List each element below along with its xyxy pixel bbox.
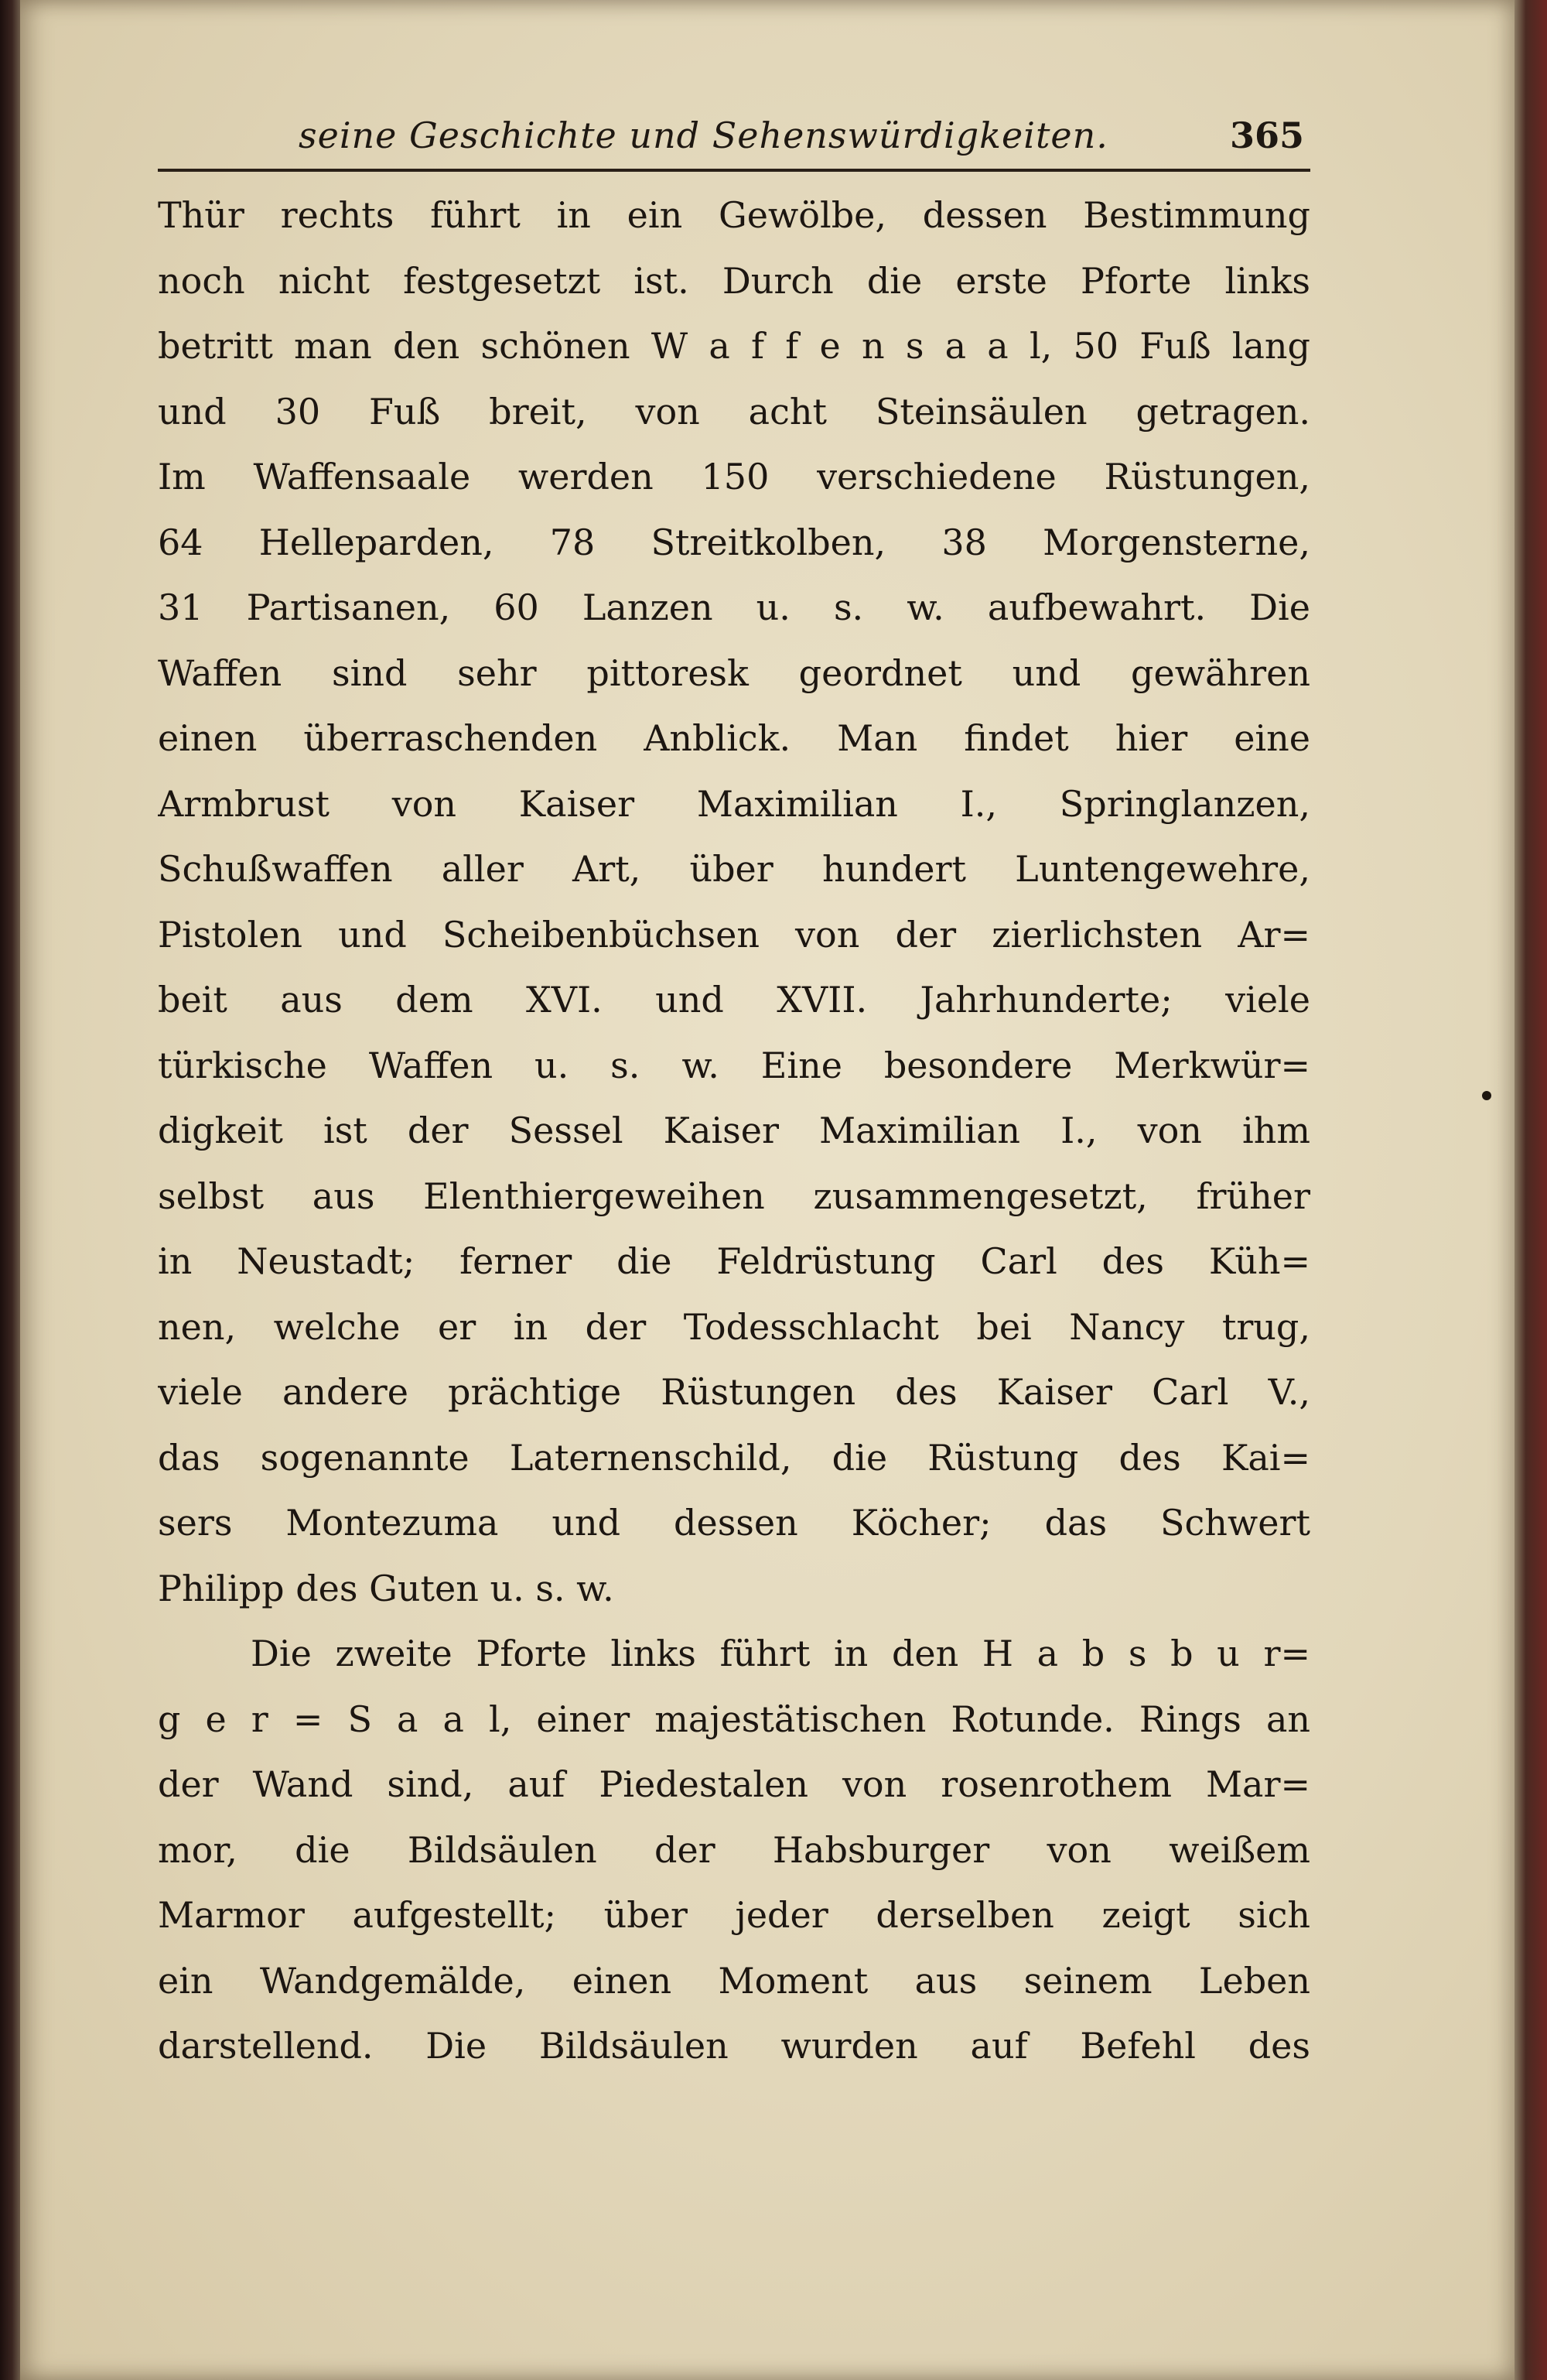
text-line: betritt man den schönen W a f f e n s a a l, 50 Fuß lang (158, 325, 1310, 367)
text-line: g e r = S a a l, einer majestätischen Rotunde. Rings an (158, 1698, 1310, 1740)
text-line: Die zweite Pforte links führt in den H a b s b u r= (251, 1633, 1310, 1674)
running-title: seine Geschichte und Sehenswürdigkeiten. (299, 115, 1108, 156)
text-line: noch nicht festgesetzt ist. Durch die erste Pforte links (158, 259, 1310, 302)
header-rule (158, 169, 1310, 172)
text-line: Schußwaffen aller Art, über hundert Luntengewehre, (158, 848, 1310, 890)
text-line: 64 Helleparden, 78 Streitkolben, 38 Morgensterne, (158, 521, 1310, 563)
text-line: nen, welche er in der Todesschlacht bei Nancy trug, (158, 1305, 1310, 1348)
text-line: mor, die Bildsäulen der Habsburger von weißem (158, 1828, 1310, 1871)
text-line: Waffen sind sehr pittoresk geordnet und gewähren (158, 651, 1310, 694)
body-text (158, 183, 1310, 2079)
text-line: sers Montezuma und dessen Köcher; das Schwert (158, 1502, 1310, 1544)
text-line: das sogenannte Laternenschild, die Rüstung des Kai= (158, 1436, 1310, 1479)
text-line: einen überraschenden Anblick. Man findet hier eine (158, 717, 1310, 759)
text-line: und 30 Fuß breit, von acht Steinsäulen getragen. (158, 390, 1310, 433)
text-line: ein Wandgemälde, einen Moment aus seinem Leben (158, 1959, 1310, 2002)
text-line: Pistolen und Scheibenbüchsen von der zierlichsten Ar= (158, 913, 1310, 956)
text-line: 31 Partisanen, 60 Lanzen u. s. w. aufbewahrt. Die (158, 586, 1310, 628)
text-line: digkeit ist der Sessel Kaiser Maximilian I., von ihm (158, 1110, 1310, 1151)
ink-dot (1482, 1091, 1491, 1100)
text-line: türkische Waffen u. s. w. Eine besondere Merkwür= (158, 1044, 1310, 1086)
text-line: darstellend. Die Bildsäulen wurden auf Befehl des (158, 2025, 1310, 2067)
page-number: 365 (1229, 115, 1304, 156)
text-line: in Neustadt; ferner die Feldrüstung Carl des Küh= (158, 1240, 1310, 1282)
text-line: der Wand sind, auf Piedestalen von rosenrothem Mar= (158, 1763, 1310, 1805)
text-line: Thür rechts führt in ein Gewölbe, dessen Bestimmung (158, 194, 1310, 236)
text-line: Philipp des Guten u. s. w. (158, 1567, 614, 1609)
book-binding-right (1515, 0, 1547, 2380)
running-head (275, 108, 1304, 162)
text-line: viele andere prächtige Rüstungen des Kaiser Carl V., (158, 1371, 1310, 1413)
text-line: Marmor aufgestellt; über jeder derselben zeigt sich (158, 1894, 1310, 1936)
book-binding-left (0, 0, 20, 2380)
text-line: Im Waffensaale werden 150 verschiedene Rüstungen, (158, 456, 1310, 498)
text-line: selbst aus Elenthiergeweihen zusammengesetzt, früher (158, 1175, 1310, 1217)
book-page (20, 0, 1515, 2380)
text-line: Armbrust von Kaiser Maximilian I., Springlanzen, (158, 782, 1310, 825)
text-line: beit aus dem XVI. und XVII. Jahrhunderte; viele (158, 979, 1310, 1021)
